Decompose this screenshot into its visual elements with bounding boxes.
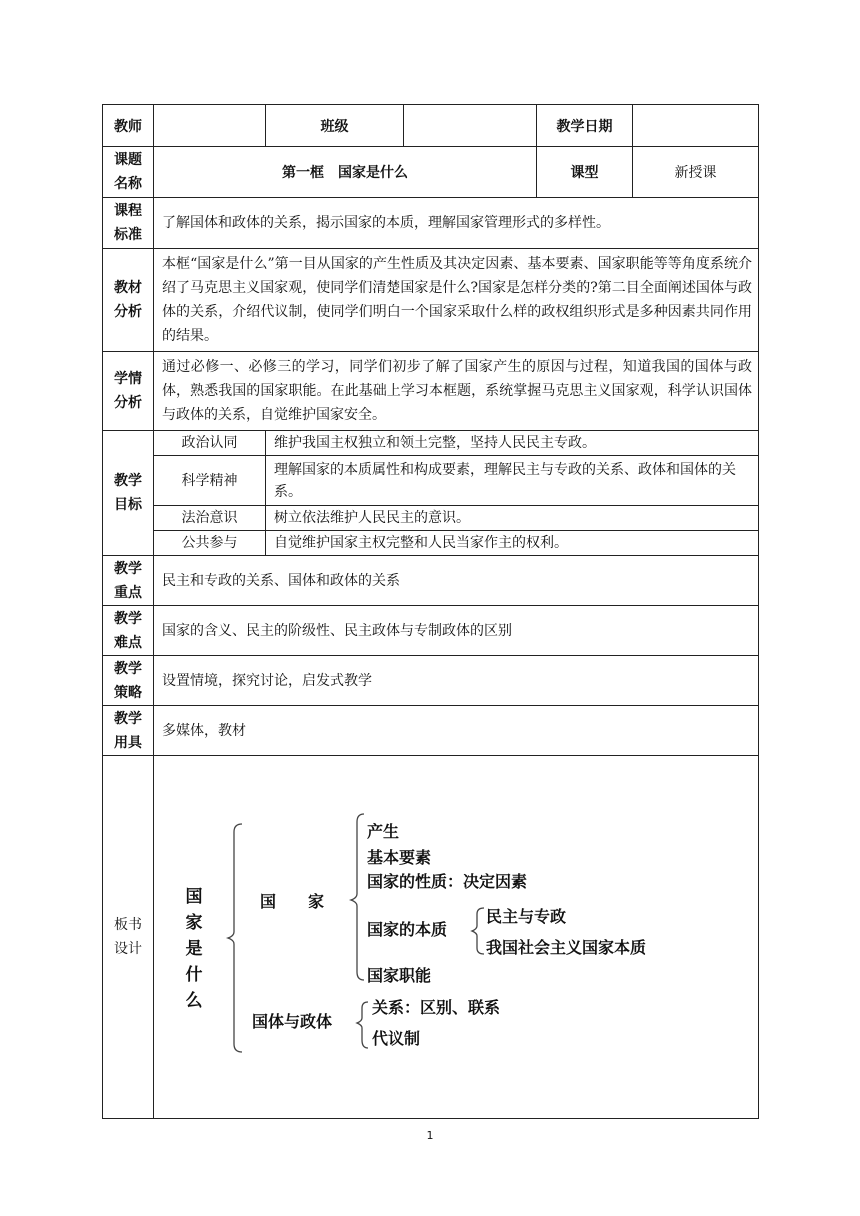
- goal-text: 理解国家的本质属性和构成要素，理解民主与专政的关系、政体和国体的关系。: [266, 456, 759, 506]
- key-points-label-line-1: 教学: [114, 560, 142, 577]
- strategy-row: [103, 656, 759, 706]
- goal-row: [103, 506, 759, 531]
- difficulties-label-line-1: 教学: [114, 610, 142, 627]
- board-label: [103, 756, 154, 1119]
- standard-row: [103, 198, 759, 249]
- students-row: [103, 352, 759, 431]
- teacher-label: 教师: [103, 105, 154, 147]
- difficulties-text: 国家的含义、民主的阶级性、民主政体与专制政体的区别: [154, 606, 759, 656]
- material-label-line-2: 分析: [114, 304, 142, 320]
- board-essence-item: 民主与专政: [486, 907, 567, 926]
- board-state-item: 基本要素: [367, 848, 432, 867]
- board-label-line-2: 设计: [114, 941, 142, 957]
- strategy-label-line-1: 教学: [114, 660, 142, 677]
- date-label: 教学日期: [537, 105, 633, 147]
- board-state-item: 国家的本质: [367, 920, 448, 939]
- topic-label: [103, 147, 154, 198]
- standard-label-line-2: 标准: [114, 227, 142, 243]
- tools-text: 多媒体，教材: [154, 706, 759, 756]
- strategy-text: 设置情境，探究讨论，启发式教学: [154, 656, 759, 706]
- topic-row: [103, 147, 759, 198]
- students-label: [103, 352, 154, 431]
- board-diagram: [154, 756, 758, 1118]
- goals-label-line-2: 目标: [114, 497, 142, 513]
- board-polity-item: 代议制: [372, 1029, 421, 1048]
- tools-row: [103, 706, 759, 756]
- goal-row: [103, 431, 759, 456]
- board-polity-item: 关系：区别、联系: [372, 998, 501, 1017]
- goal-name: 政治认同: [154, 431, 266, 456]
- students-label-line-2: 分析: [114, 395, 142, 411]
- page-number: 1: [426, 1129, 434, 1142]
- students-text: 通过必修一、必修三的学习，同学们初步了解了国家产生的原因与过程，知道我国的国体与政体，熟悉我国的国家职能。在此基础上学习本框题，系统掌握马克思主义国家观，科学认识国体与政体的关系，自觉维护国家安全。: [154, 352, 759, 431]
- lesson-type-value: 新授课: [633, 147, 759, 198]
- standard-label: [103, 198, 154, 249]
- goal-row: [103, 531, 759, 556]
- lesson-plan-table: [102, 104, 759, 1119]
- goal-name: 科学精神: [154, 456, 266, 506]
- board-label-line-1: 板书: [114, 917, 142, 933]
- material-label-line-1: 教材: [114, 280, 142, 296]
- essence-bracket: [472, 908, 484, 954]
- goals-label-line-1: 教学: [114, 473, 142, 489]
- material-label: [103, 249, 154, 352]
- board-root-title: 国家是什么: [185, 887, 203, 1011]
- goal-name: 公共参与: [154, 531, 266, 556]
- header-row: [103, 105, 759, 147]
- goal-text: 维护我国主权独立和领土完整，坚持人民民主专政。: [266, 431, 759, 456]
- key-points-text: 民主和专政的关系、国体和政体的关系: [154, 556, 759, 606]
- material-row: [103, 249, 759, 352]
- board-state-item: 国家的性质：决定因素: [367, 872, 528, 891]
- board-branch-polity: 国体与政体: [252, 1012, 333, 1031]
- students-label-line-1: 学情: [114, 371, 142, 387]
- board-state-item: 产生: [367, 822, 400, 841]
- tools-label-line-1: 教学: [114, 710, 142, 727]
- goals-label: [103, 431, 154, 556]
- difficulties-label-line-2: 难点: [114, 634, 142, 651]
- topic-label-line-2: 名称: [114, 176, 142, 192]
- topic-title: 第一框 国家是什么: [154, 147, 537, 198]
- board-essence-item: 我国社会主义国家本质: [486, 938, 647, 957]
- board-state-item: 国家职能: [367, 966, 432, 985]
- key-points-label: [103, 556, 154, 606]
- standard-text: 了解国体和政体的关系，揭示国家的本质，理解国家管理形式的多样性。: [154, 198, 759, 249]
- date-value: [633, 105, 759, 147]
- class-label: 班级: [266, 105, 404, 147]
- tools-label-line-2: 用具: [114, 734, 142, 751]
- strategy-label-line-2: 策略: [114, 684, 142, 701]
- difficulties-label: [103, 606, 154, 656]
- teacher-value: [154, 105, 266, 147]
- tools-label: [103, 706, 154, 756]
- board-cell: [154, 756, 759, 1119]
- main-bracket: [228, 824, 242, 1052]
- lesson-type-label: 课型: [537, 147, 633, 198]
- material-text: 本框“国家是什么”第一目从国家的产生性质及其决定因素、基本要素、国家职能等等角度系统介绍了马克思主义国家观，使同学们清楚国家是什么?国家是怎样分类的?第二目全面阐述国体与政体的关系，介绍代议制，使同学们明白一个国家采取什么样的政权组织形式是多种因素共同作用的结果。: [154, 249, 759, 352]
- goal-text: 树立依法维护人民民主的意识。: [266, 506, 759, 531]
- key-points-label-line-2: 重点: [114, 584, 142, 601]
- board-brackets: [154, 756, 758, 1118]
- goal-name: 法治意识: [154, 506, 266, 531]
- topic-label-line-1: 课题: [114, 152, 142, 168]
- polity-bracket: [357, 1002, 368, 1048]
- goal-text: 自觉维护国家主权完整和人民当家作主的权利。: [266, 531, 759, 556]
- board-branch-state: 国 家: [260, 892, 325, 911]
- board-row: [103, 756, 759, 1119]
- key-points-row: [103, 556, 759, 606]
- class-value: [404, 105, 537, 147]
- difficulties-row: [103, 606, 759, 656]
- standard-label-line-1: 课程: [114, 203, 142, 219]
- state-bracket: [351, 814, 364, 980]
- goal-row: [103, 456, 759, 506]
- strategy-label: [103, 656, 154, 706]
